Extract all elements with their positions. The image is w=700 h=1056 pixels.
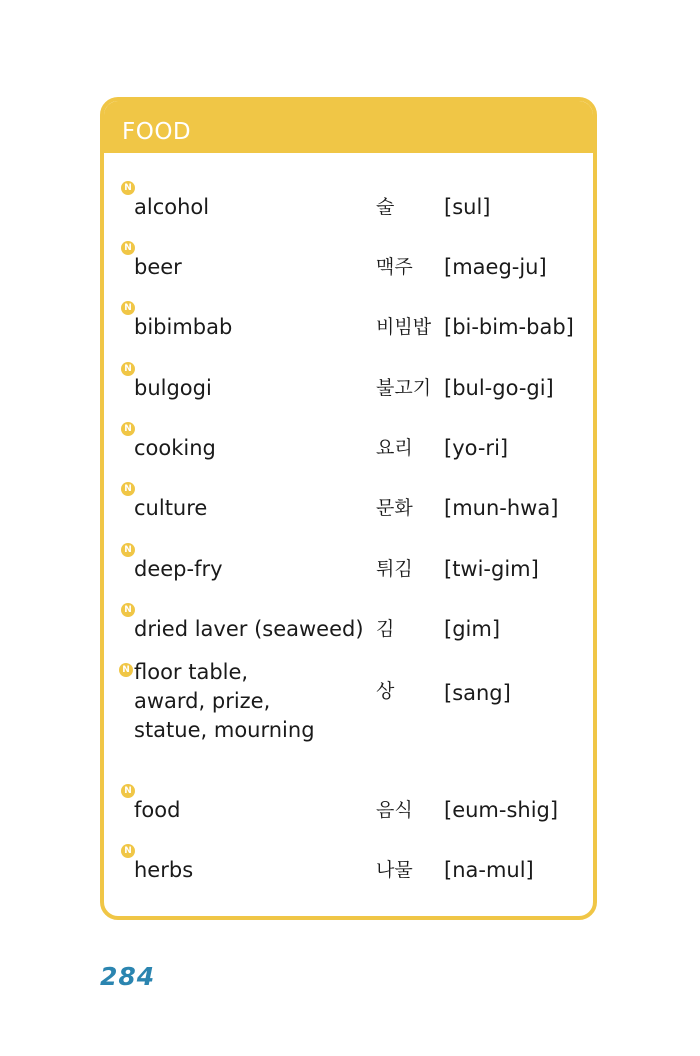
english-word-line: floor table, [134, 660, 249, 684]
vocab-entry [104, 844, 593, 900]
card-header [104, 101, 593, 153]
vocab-entry [104, 181, 593, 237]
korean-word: 음식 [376, 799, 413, 821]
vocab-entry [104, 422, 593, 478]
korean-word: 상 [376, 680, 395, 702]
romanization: [twi-gim] [444, 557, 539, 581]
vocab-entry [104, 301, 593, 357]
english-word: beer [134, 255, 182, 279]
english-word: herbs [134, 858, 194, 882]
english-word: food [134, 798, 181, 822]
romanization: [sang] [444, 681, 511, 705]
vocab-entry [104, 362, 593, 418]
korean-word: 김 [376, 618, 395, 640]
romanization: [bi-bim-bab] [444, 315, 574, 339]
noun-badge: N [121, 301, 135, 315]
english-word: dried laver (seaweed) [134, 617, 364, 641]
korean-word: 비빔밥 [376, 316, 432, 338]
romanization: [gim] [444, 617, 501, 641]
page-number: 284 [100, 962, 156, 991]
vocabulary-card [100, 97, 597, 920]
korean-word: 불고기 [376, 377, 432, 399]
korean-word: 나물 [376, 859, 413, 881]
vocab-entry [104, 241, 593, 297]
romanization: [maeg-ju] [444, 255, 547, 279]
vocab-entry [104, 784, 593, 840]
vocab-entry [104, 660, 593, 763]
korean-word: 맥주 [376, 256, 413, 278]
romanization: [eum-shig] [444, 798, 559, 822]
vocab-entry [104, 482, 593, 538]
korean-word: 튀김 [376, 558, 413, 580]
romanization: [sul] [444, 195, 491, 219]
vocab-entry [104, 603, 593, 659]
noun-badge: N [121, 181, 135, 195]
noun-badge: N [121, 543, 135, 557]
romanization: [mun-hwa] [444, 496, 559, 520]
noun-badge: N [121, 482, 135, 496]
noun-badge: N [121, 422, 135, 436]
english-word-line: statue, mourning [134, 718, 315, 742]
english-word: deep-fry [134, 557, 223, 581]
noun-badge: N [121, 784, 135, 798]
noun-badge: N [121, 603, 135, 617]
noun-badge: N [121, 241, 135, 255]
noun-badge: N [119, 663, 133, 677]
korean-word: 술 [376, 196, 395, 218]
english-word: culture [134, 496, 208, 520]
english-word: cooking [134, 436, 216, 460]
noun-badge: N [121, 362, 135, 376]
korean-word: 요리 [376, 437, 413, 459]
english-word: alcohol [134, 195, 210, 219]
romanization: [yo-ri] [444, 436, 509, 460]
korean-word: 문화 [376, 497, 413, 519]
section-title: FOOD [122, 119, 192, 145]
romanization: [bul-go-gi] [444, 376, 554, 400]
english-word-line: award, prize, [134, 689, 271, 713]
noun-badge: N [121, 844, 135, 858]
romanization: [na-mul] [444, 858, 534, 882]
vocab-entry [104, 543, 593, 599]
english-word: bulgogi [134, 376, 212, 400]
english-word: bibimbab [134, 315, 233, 339]
